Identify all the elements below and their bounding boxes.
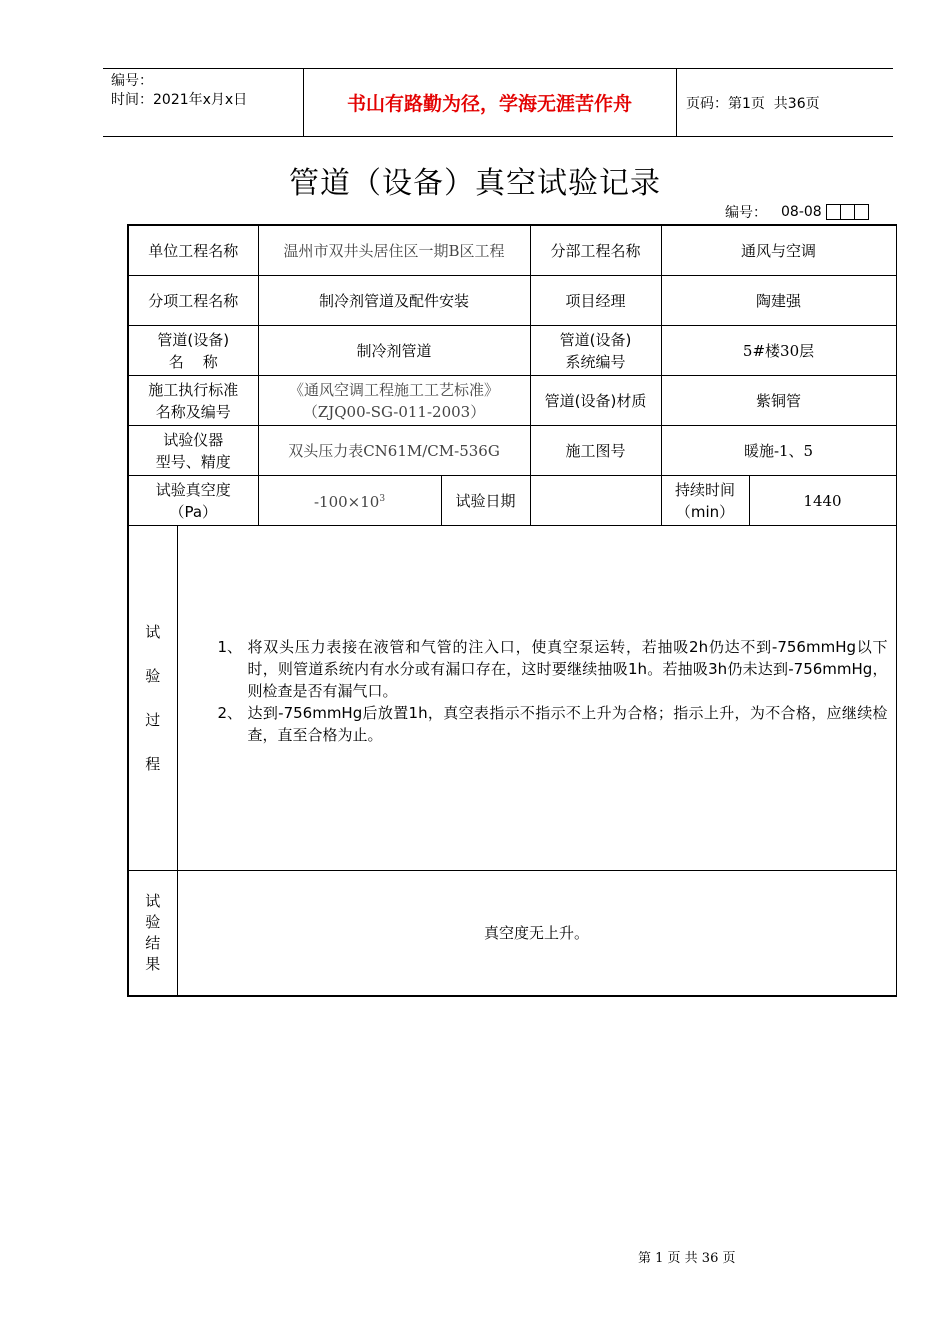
instrument-label (128, 426, 258, 476)
pipe-name-label (128, 326, 258, 376)
result-label (128, 871, 177, 997)
process-label-char: 过 (145, 711, 161, 729)
date-value (530, 476, 661, 526)
result-label-char: 结 (145, 934, 161, 952)
standard-label-line2: 名称及编号 (155, 402, 231, 421)
process-label-char: 验 (145, 667, 161, 685)
process-item-text: 达到-756mmHg后放置1h，真空表指示不指示不上升为合格；指示上升，为不合格，应继续检查，直至合格为止。 (247, 704, 888, 744)
header-divider (676, 69, 677, 136)
duration-label (661, 476, 749, 526)
process-content (177, 526, 896, 871)
page-footer: 第 1 页 共 36 页 (638, 1251, 736, 1266)
record-table (127, 224, 897, 997)
duration-label-line2: （min） (675, 502, 735, 521)
division-value: 通风与空调 (661, 225, 896, 276)
manager-value: 陶建强 (661, 276, 896, 326)
process-label-chars (133, 610, 173, 786)
document-header (103, 68, 893, 137)
page-title: 管道（设备）真空试验记录 (289, 166, 661, 201)
subitem-label: 分项工程名称 (128, 276, 258, 326)
standard-value-line2: （ZJQ00-SG-011-2003） (302, 402, 486, 421)
unit-project-label: 单位工程名称 (128, 225, 258, 276)
result-label-char: 试 (145, 892, 161, 910)
record-code-boxes (828, 204, 869, 220)
header-meta (111, 72, 247, 110)
system-no-label (530, 326, 661, 376)
material-value: 紫铜管 (661, 376, 896, 426)
instrument-value: 双头压力表CN61M/CM-536G (258, 426, 530, 476)
header-code-label: 编号： (111, 73, 153, 89)
division-label: 分部工程名称 (530, 225, 661, 276)
pipe-name-label-line2: 名 称 (168, 352, 218, 371)
system-no-label-line1: 管道(设备) (559, 330, 632, 349)
vacuum-value-exponent: 3 (379, 494, 386, 504)
standard-value (258, 376, 530, 426)
result-label-char: 果 (145, 955, 161, 973)
process-label-char: 试 (145, 623, 161, 641)
vacuum-value (258, 476, 441, 526)
process-item (198, 702, 888, 746)
header-motto: 书山有路勤为径，学海无涯苦作舟 (346, 93, 632, 115)
pipe-name-label-line1: 管道(设备) (157, 330, 230, 349)
standard-label-line1: 施工执行标准 (148, 380, 239, 399)
vacuum-label-line2: （Pa） (169, 502, 218, 521)
result-label-char: 验 (145, 913, 161, 931)
record-code-label: 编号： (725, 205, 767, 221)
process-item-text: 将双头压力表接在液管和气管的注入口，使真空泵运转，若抽吸2h仍达不到-756mmHg以下时，则管道系统内有水分或有漏口存在，这时要继续抽吸1h。若抽吸3h仍未达到-756mmHg，则检查是否有漏气口。 (247, 638, 888, 700)
system-no-label-line2: 系统编号 (565, 352, 626, 371)
record-code (725, 202, 869, 222)
date-label: 试验日期 (441, 476, 530, 526)
vacuum-label-line1: 试验真空度 (155, 480, 231, 499)
instrument-label-line2: 型号、精度 (155, 452, 231, 471)
system-no-value: 5#楼30层 (661, 326, 896, 376)
drawing-label: 施工图号 (530, 426, 661, 476)
result-text: 真空度无上升。 (177, 871, 896, 997)
duration-label-line1: 持续时间 (675, 480, 736, 499)
process-item (198, 636, 888, 702)
instrument-label-line1: 试验仪器 (163, 430, 224, 449)
header-page-info: 页码：第1页 共36页 (686, 95, 820, 112)
drawing-value: 暖施-1、5 (661, 426, 896, 476)
vacuum-value-base: -100×10 (313, 493, 380, 511)
manager-label: 项目经理 (530, 276, 661, 326)
duration-value: 1440 (749, 476, 896, 526)
standard-value-line1: 《通风空调工程施工工艺标准》 (289, 380, 500, 399)
header-time: 时间：2021年x月x日 (111, 92, 248, 108)
process-list (198, 636, 888, 746)
process-label-char: 程 (145, 755, 161, 773)
result-label-chars (133, 891, 173, 975)
vacuum-label (128, 476, 258, 526)
process-item-number: 2、 (217, 704, 243, 722)
material-label: 管道(设备)材质 (530, 376, 661, 426)
unit-project-value: 温州市双井头居住区一期B区工程 (258, 225, 530, 276)
process-label (128, 526, 177, 871)
record-code-value: 08-08 (781, 204, 822, 220)
process-item-number: 1、 (217, 638, 243, 656)
pipe-name-value: 制冷剂管道 (258, 326, 530, 376)
subitem-value: 制冷剂管道及配件安装 (258, 276, 530, 326)
standard-label (128, 376, 258, 426)
